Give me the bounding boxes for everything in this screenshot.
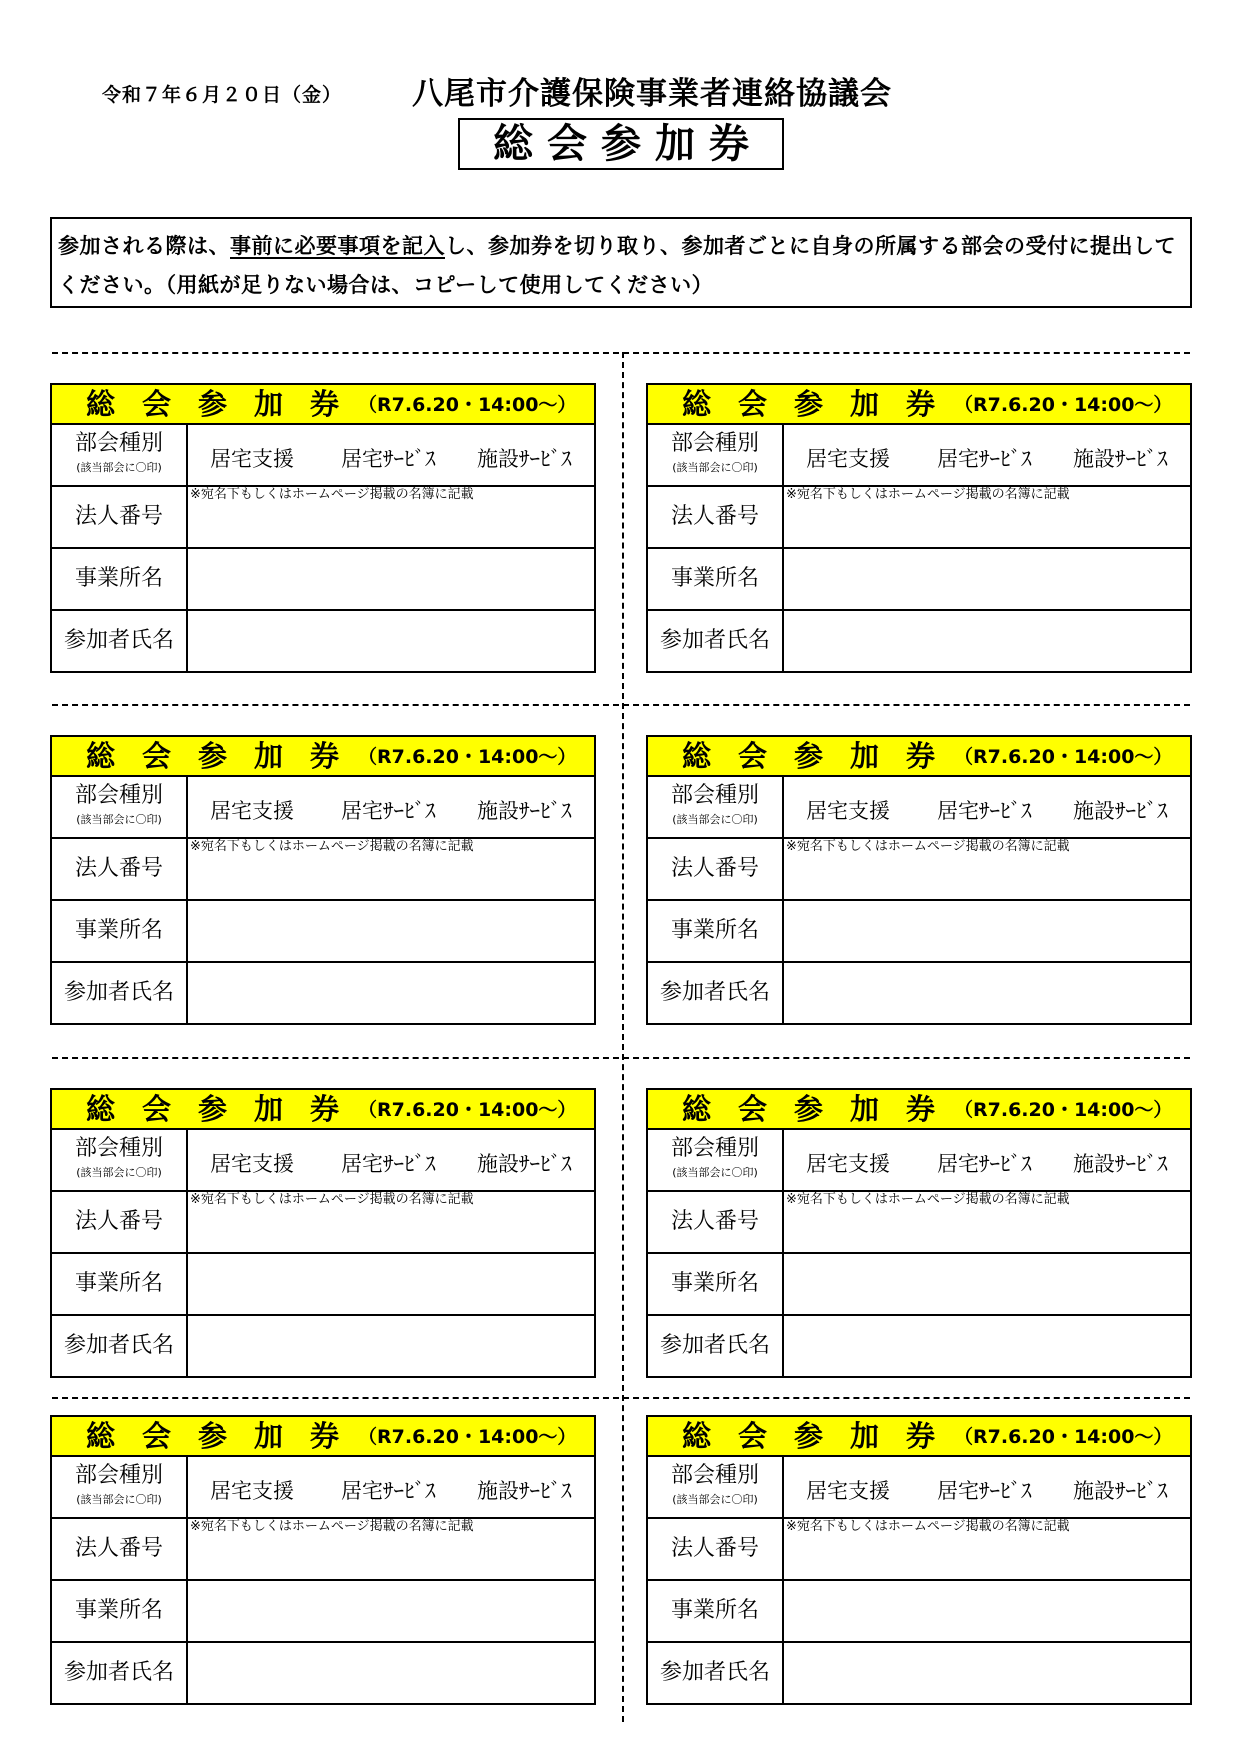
ticket-datetime: （R7.6.20・14:00～） (954, 1426, 1173, 1448)
corp-number-field[interactable] (784, 1519, 1190, 1579)
office-label: 事業所名 (670, 566, 759, 591)
corp-number-row (648, 1192, 1190, 1254)
office-name-field[interactable] (784, 901, 1190, 961)
ticket-title: 総会参加券 (682, 1092, 963, 1126)
office-label-cell (52, 1581, 188, 1641)
notice-text-1: 参加される際は、 (58, 234, 230, 258)
corp-number-note: ※宛名下もしくはホームページ掲載の名簿に記載 (190, 1192, 474, 1207)
division-row (648, 777, 1190, 839)
office-label-cell (52, 1254, 188, 1314)
corp-number-note: ※宛名下もしくはホームページ掲載の名簿に記載 (786, 487, 1070, 502)
option-home-care-support[interactable]: 居宅支援 (210, 1152, 294, 1176)
office-name-field[interactable] (188, 1254, 594, 1314)
ticket-header (52, 1090, 594, 1130)
ticket-title: 総会参加券 (86, 1419, 367, 1453)
participant-label: 参加者氏名 (63, 628, 174, 653)
option-facility-service[interactable]: 施設ｻｰﾋﾞｽ (477, 1479, 572, 1503)
cut-line-horizontal (52, 1057, 1190, 1059)
participant-name-field[interactable] (188, 963, 594, 1023)
corp-number-row (52, 1519, 594, 1581)
corp-number-label: 法人番号 (670, 504, 759, 529)
option-home-service[interactable]: 居宅ｻｰﾋﾞｽ (937, 1152, 1032, 1176)
corp-number-row (52, 487, 594, 549)
corp-number-label: 法人番号 (670, 1209, 759, 1234)
option-facility-service[interactable]: 施設ｻｰﾋﾞｽ (477, 447, 572, 471)
office-label: 事業所名 (670, 1271, 759, 1296)
ticket-datetime: （R7.6.20・14:00～） (954, 1099, 1173, 1121)
division-options[interactable] (784, 425, 1190, 485)
division-hint: (該当部会に〇印) (672, 1166, 758, 1179)
participant-label-cell (648, 963, 784, 1023)
ticket-title: 総会参加券 (86, 739, 367, 773)
participant-name-field[interactable] (784, 963, 1190, 1023)
division-options[interactable] (784, 777, 1190, 837)
division-hint: (該当部会に〇印) (76, 1166, 162, 1179)
participant-label-cell (52, 963, 188, 1023)
participant-name-field[interactable] (784, 611, 1190, 671)
division-label-cell (52, 1457, 188, 1517)
ticket (50, 383, 596, 673)
corp-number-note: ※宛名下もしくはホームページ掲載の名簿に記載 (786, 1192, 1070, 1207)
meeting-date: 令和７年６月２０日（金） (102, 84, 343, 106)
division-options[interactable] (784, 1457, 1190, 1517)
division-options[interactable] (188, 1457, 594, 1517)
division-label: 部会種別 (74, 783, 163, 808)
participant-label: 参加者氏名 (659, 980, 770, 1005)
division-label: 部会種別 (74, 431, 163, 456)
cut-line-vertical (622, 352, 624, 1722)
division-options[interactable] (784, 1130, 1190, 1190)
participant-row (52, 963, 594, 1023)
office-row (52, 1581, 594, 1643)
participant-row (52, 1643, 594, 1703)
option-facility-service[interactable]: 施設ｻｰﾋﾞｽ (477, 799, 572, 823)
participant-name-field[interactable] (188, 611, 594, 671)
participant-name-field[interactable] (188, 1643, 594, 1703)
division-row (52, 425, 594, 487)
ticket-datetime: （R7.6.20・14:00～） (358, 1099, 577, 1121)
option-home-care-support[interactable]: 居宅支援 (210, 799, 294, 823)
participant-label: 参加者氏名 (63, 1333, 174, 1358)
corp-number-label: 法人番号 (74, 504, 163, 529)
division-row (52, 1130, 594, 1192)
corp-number-note: ※宛名下もしくはホームページ掲載の名簿に記載 (786, 839, 1070, 854)
organization-name: 八尾市介護保険事業者連絡協議会 (412, 76, 892, 112)
division-row (52, 1457, 594, 1519)
cut-line-horizontal (52, 1397, 1190, 1399)
division-label: 部会種別 (670, 1136, 759, 1161)
ticket-title: 総会参加券 (682, 739, 963, 773)
notice-underlined-text: 事前に必要事項を記入 (230, 234, 445, 258)
ticket-header (52, 1417, 594, 1457)
ticket-datetime: （R7.6.20・14:00～） (358, 394, 577, 416)
office-name-field[interactable] (188, 549, 594, 609)
participant-row (648, 1643, 1190, 1703)
option-home-service[interactable]: 居宅ｻｰﾋﾞｽ (937, 447, 1032, 471)
corp-number-row (52, 1192, 594, 1254)
division-hint: (該当部会に〇印) (76, 1493, 162, 1506)
ticket (646, 735, 1192, 1025)
office-label-cell (648, 1254, 784, 1314)
ticket-header (648, 385, 1190, 425)
participant-row (52, 1316, 594, 1376)
ticket-datetime: （R7.6.20・14:00～） (954, 394, 1173, 416)
ticket-datetime: （R7.6.20・14:00～） (358, 746, 577, 768)
participant-label: 参加者氏名 (659, 628, 770, 653)
division-label: 部会種別 (670, 1463, 759, 1488)
corp-number-label: 法人番号 (74, 1209, 163, 1234)
option-facility-service[interactable]: 施設ｻｰﾋﾞｽ (1073, 1152, 1168, 1176)
option-home-care-support[interactable]: 居宅支援 (210, 447, 294, 471)
ticket-title: 総会参加券 (86, 1092, 367, 1126)
participant-label: 参加者氏名 (63, 980, 174, 1005)
corp-number-row (52, 839, 594, 901)
division-row (648, 1130, 1190, 1192)
office-name-field[interactable] (188, 1581, 594, 1641)
corp-number-row (648, 487, 1190, 549)
corp-number-label-cell (648, 839, 784, 899)
ticket (50, 1415, 596, 1705)
option-home-care-support[interactable]: 居宅支援 (806, 447, 890, 471)
office-label-cell (52, 901, 188, 961)
participant-row (52, 611, 594, 671)
division-options[interactable] (188, 777, 594, 837)
ticket (50, 1088, 596, 1378)
corp-number-field[interactable] (784, 487, 1190, 547)
corp-number-field[interactable] (188, 487, 594, 547)
office-label: 事業所名 (670, 1598, 759, 1623)
ticket-header (52, 737, 594, 777)
division-label-cell (52, 777, 188, 837)
ticket (646, 383, 1192, 673)
division-options[interactable] (188, 1130, 594, 1190)
participant-label-cell (52, 1316, 188, 1376)
cut-line-horizontal (52, 352, 1190, 354)
participant-row (648, 1316, 1190, 1376)
corp-number-label: 法人番号 (670, 1536, 759, 1561)
division-label: 部会種別 (74, 1136, 163, 1161)
office-name-field[interactable] (784, 549, 1190, 609)
office-row (648, 1581, 1190, 1643)
option-home-service[interactable]: 居宅ｻｰﾋﾞｽ (937, 799, 1032, 823)
corp-number-label-cell (52, 1519, 188, 1579)
corp-number-row (648, 839, 1190, 901)
option-home-care-support[interactable]: 居宅支援 (210, 1479, 294, 1503)
participant-label-cell (52, 1643, 188, 1703)
office-label-cell (648, 1581, 784, 1641)
division-label: 部会種別 (670, 431, 759, 456)
option-home-service[interactable]: 居宅ｻｰﾋﾞｽ (937, 1479, 1032, 1503)
ticket (50, 735, 596, 1025)
division-hint: (該当部会に〇印) (672, 813, 758, 826)
ticket-header (648, 1090, 1190, 1130)
ticket (646, 1415, 1192, 1705)
option-home-service[interactable]: 居宅ｻｰﾋﾞｽ (341, 1152, 436, 1176)
option-home-service[interactable]: 居宅ｻｰﾋﾞｽ (341, 799, 436, 823)
division-row (648, 1457, 1190, 1519)
corp-number-field[interactable] (188, 1192, 594, 1252)
instructions-box (50, 217, 1192, 308)
participant-row (648, 611, 1190, 671)
corp-number-note: ※宛名下もしくはホームページ掲載の名簿に記載 (190, 839, 474, 854)
office-label: 事業所名 (74, 1598, 163, 1623)
corp-number-note: ※宛名下もしくはホームページ掲載の名簿に記載 (190, 1519, 474, 1534)
cut-line-horizontal (52, 704, 1190, 706)
division-label-cell (648, 1130, 784, 1190)
division-hint: (該当部会に〇印) (672, 1493, 758, 1506)
division-label-cell (648, 425, 784, 485)
office-label: 事業所名 (670, 918, 759, 943)
participant-name-field[interactable] (188, 1316, 594, 1376)
participant-label: 参加者氏名 (659, 1660, 770, 1685)
office-row (52, 549, 594, 611)
corp-number-field[interactable] (784, 839, 1190, 899)
ticket-datetime: （R7.6.20・14:00～） (358, 1426, 577, 1448)
corp-number-note: ※宛名下もしくはホームページ掲載の名簿に記載 (190, 487, 474, 502)
participant-label: 参加者氏名 (63, 1660, 174, 1685)
corp-number-label-cell (648, 1192, 784, 1252)
division-label: 部会種別 (670, 783, 759, 808)
ticket-header (52, 385, 594, 425)
ticket-datetime: （R7.6.20・14:00～） (954, 746, 1173, 768)
office-row (52, 1254, 594, 1316)
corp-number-field[interactable] (188, 1519, 594, 1579)
office-row (52, 901, 594, 963)
office-label-cell (52, 549, 188, 609)
corp-number-note: ※宛名下もしくはホームページ掲載の名簿に記載 (786, 1519, 1070, 1534)
office-name-field[interactable] (784, 1581, 1190, 1641)
corp-number-label: 法人番号 (74, 1536, 163, 1561)
ticket-title: 総会参加券 (86, 387, 367, 421)
page-title: 総会参加券 (458, 118, 784, 170)
division-row (52, 777, 594, 839)
office-label-cell (648, 549, 784, 609)
division-label: 部会種別 (74, 1463, 163, 1488)
ticket-title: 総会参加券 (682, 387, 963, 421)
corp-number-label-cell (648, 1519, 784, 1579)
option-facility-service[interactable]: 施設ｻｰﾋﾞｽ (1073, 799, 1168, 823)
option-facility-service[interactable]: 施設ｻｰﾋﾞｽ (1073, 447, 1168, 471)
division-label-cell (648, 777, 784, 837)
participant-label-cell (648, 1316, 784, 1376)
participant-name-field[interactable] (784, 1643, 1190, 1703)
division-options[interactable] (188, 425, 594, 485)
corp-number-label: 法人番号 (74, 856, 163, 881)
office-row (648, 549, 1190, 611)
option-home-service[interactable]: 居宅ｻｰﾋﾞｽ (341, 447, 436, 471)
option-facility-service[interactable]: 施設ｻｰﾋﾞｽ (1073, 1479, 1168, 1503)
office-name-field[interactable] (784, 1254, 1190, 1314)
corp-number-label-cell (648, 487, 784, 547)
ticket-header (648, 737, 1190, 777)
office-row (648, 901, 1190, 963)
ticket-title: 総会参加券 (682, 1419, 963, 1453)
corp-number-label: 法人番号 (670, 856, 759, 881)
corp-number-row (648, 1519, 1190, 1581)
participant-row (648, 963, 1190, 1023)
option-home-care-support[interactable]: 居宅支援 (806, 799, 890, 823)
ticket (646, 1088, 1192, 1378)
office-label: 事業所名 (74, 566, 163, 591)
option-home-care-support[interactable]: 居宅支援 (806, 1152, 890, 1176)
division-label-cell (52, 1130, 188, 1190)
office-name-field[interactable] (188, 901, 594, 961)
participant-label-cell (52, 611, 188, 671)
office-label-cell (648, 901, 784, 961)
corp-number-label-cell (52, 839, 188, 899)
option-facility-service[interactable]: 施設ｻｰﾋﾞｽ (477, 1152, 572, 1176)
division-hint: (該当部会に〇印) (76, 461, 162, 474)
office-label: 事業所名 (74, 1271, 163, 1296)
option-home-service[interactable]: 居宅ｻｰﾋﾞｽ (341, 1479, 436, 1503)
corp-number-label-cell (52, 1192, 188, 1252)
ticket-header (648, 1417, 1190, 1457)
division-hint: (該当部会に〇印) (672, 461, 758, 474)
office-row (648, 1254, 1190, 1316)
corp-number-field[interactable] (784, 1192, 1190, 1252)
division-label-cell (52, 425, 188, 485)
participant-label-cell (648, 1643, 784, 1703)
corp-number-label-cell (52, 487, 188, 547)
office-label: 事業所名 (74, 918, 163, 943)
participant-name-field[interactable] (784, 1316, 1190, 1376)
corp-number-field[interactable] (188, 839, 594, 899)
participant-label-cell (648, 611, 784, 671)
division-row (648, 425, 1190, 487)
notice-text-2: し、参加券を切り取り、参加者ごとに自身の所属する部会の受付に提出してください。（用紙が足りない場合は、コピーして使用してください） (58, 234, 1176, 297)
participant-label: 参加者氏名 (659, 1333, 770, 1358)
option-home-care-support[interactable]: 居宅支援 (806, 1479, 890, 1503)
division-hint: (該当部会に〇印) (76, 813, 162, 826)
division-label-cell (648, 1457, 784, 1517)
